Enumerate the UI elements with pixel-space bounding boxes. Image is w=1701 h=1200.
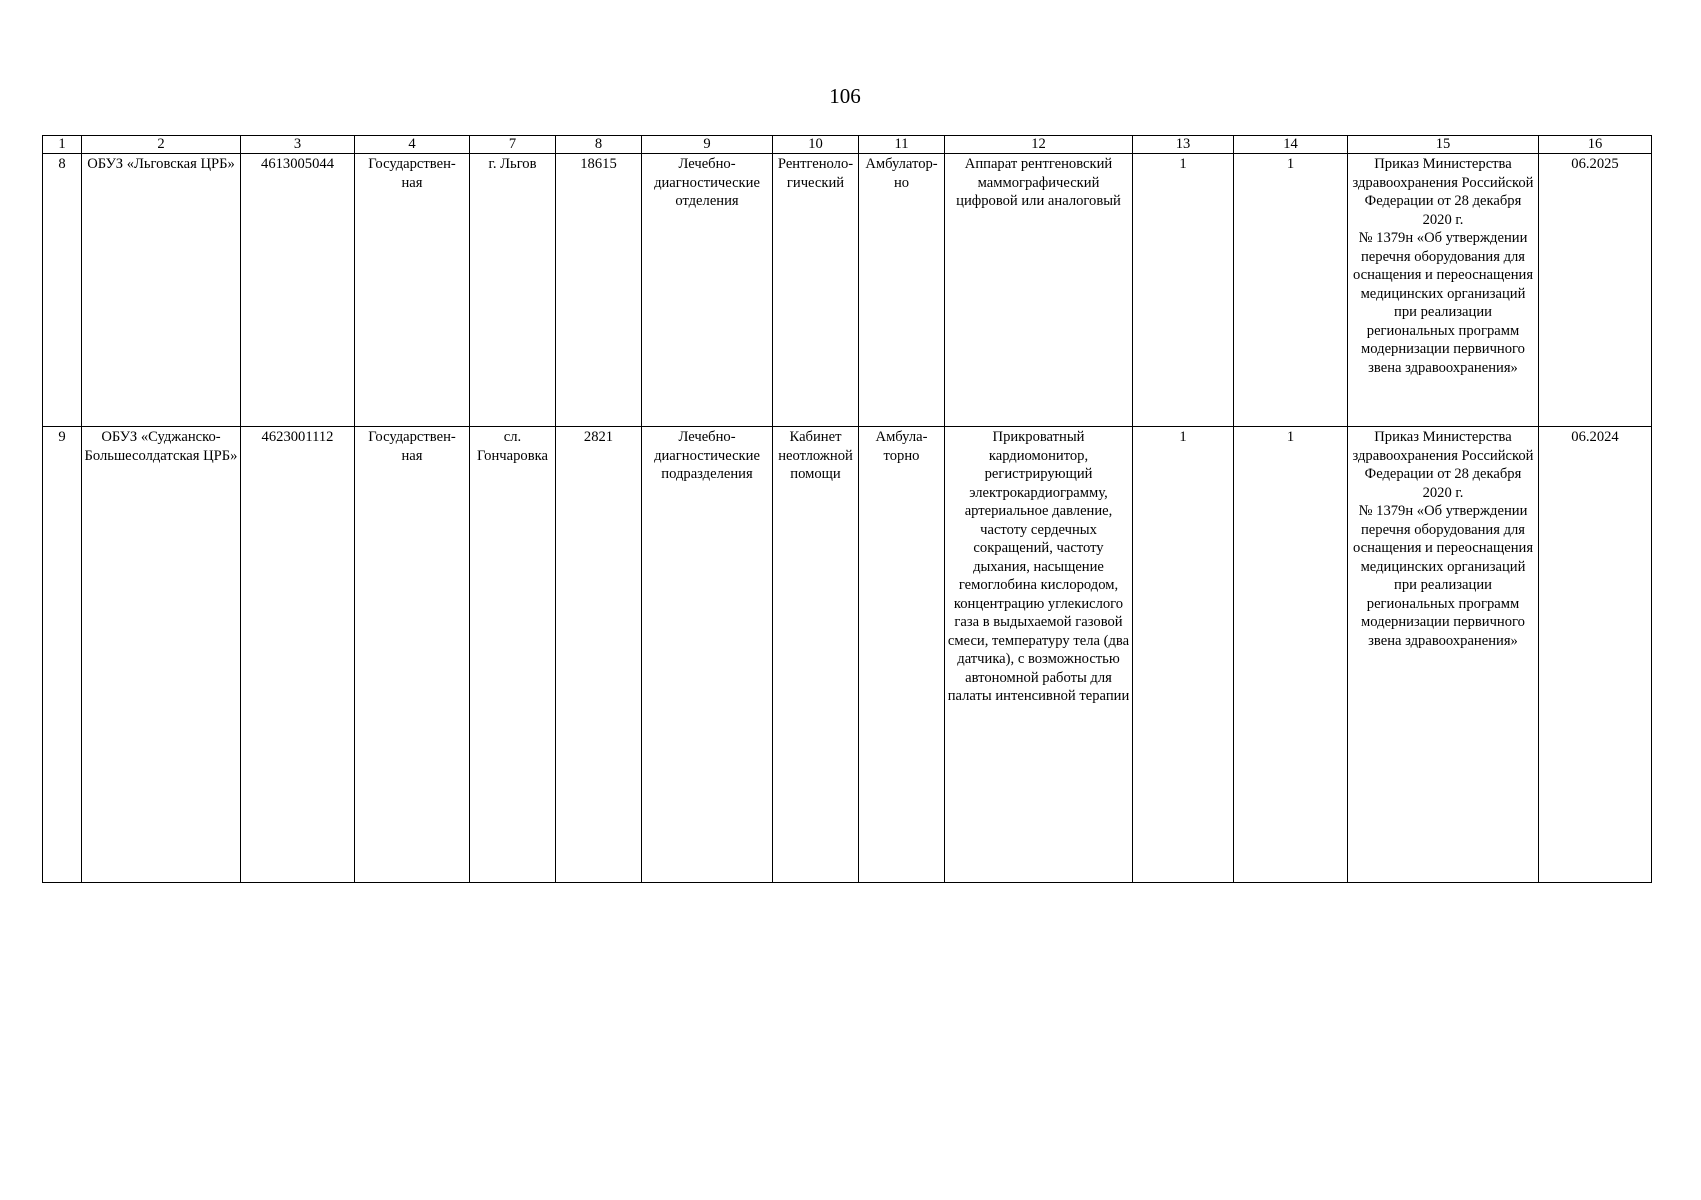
col-header-1: 1 xyxy=(43,136,82,154)
col-header-15: 15 xyxy=(1348,136,1539,154)
delivery-date: 06.2024 xyxy=(1539,427,1652,883)
locality-code: 2821 xyxy=(556,427,642,883)
col-header-13: 13 xyxy=(1133,136,1234,154)
col-header-9: 9 xyxy=(642,136,773,154)
inn-code: 4613005044 xyxy=(241,154,355,427)
organization-name: ОБУЗ «Льговская ЦРБ» xyxy=(82,154,241,427)
quantity-14: 1 xyxy=(1234,154,1348,427)
col-header-7: 7 xyxy=(470,136,556,154)
division: Лечебно- диагностические подразделения xyxy=(642,427,773,883)
col-header-16: 16 xyxy=(1539,136,1652,154)
ownership-form: Государствен- ная xyxy=(355,154,470,427)
col-header-8: 8 xyxy=(556,136,642,154)
inn-code: 4623001112 xyxy=(241,427,355,883)
col-header-2: 2 xyxy=(82,136,241,154)
col-header-12: 12 xyxy=(945,136,1133,154)
organization-name: ОБУЗ «Суджанско-Большесолдатская ЦРБ» xyxy=(82,427,241,883)
equipment: Прикроватный кардиомонитор, регистрирующий электрокардиограмму, артериальное давление, частоту сердечных сокращений, частоту дыхания, насыщение гемоглобина кислородом, концентрацию углекислого газа в выдыхаемой газовой смеси, температуру тела (два датчика), с возможностью автономной работы для палаты интенсивной терапии xyxy=(945,427,1133,883)
col-header-14: 14 xyxy=(1234,136,1348,154)
col-header-10: 10 xyxy=(773,136,859,154)
col-header-11: 11 xyxy=(859,136,945,154)
quantity-13: 1 xyxy=(1133,154,1234,427)
col-header-3: 3 xyxy=(241,136,355,154)
quantity-13: 1 xyxy=(1133,427,1234,883)
row-number: 9 xyxy=(43,427,82,883)
page-number: 106 xyxy=(829,84,861,108)
legal-basis: Приказ Министерства здравоохранения Российской Федерации от 28 декабря 2020 г. № 1379н «Об утверждении перечня оборудования для оснащения и переоснащения медицинских организаций при реализации региональных программ модернизации первичного звена здравоохранения» xyxy=(1348,154,1539,427)
unit: Кабинет неотложной помощи xyxy=(773,427,859,883)
table-row xyxy=(43,427,1652,883)
locality: г. Льгов xyxy=(470,154,556,427)
row-number: 8 xyxy=(43,154,82,427)
quantity-14: 1 xyxy=(1234,427,1348,883)
registry-table xyxy=(42,135,1652,883)
col-header-4: 4 xyxy=(355,136,470,154)
table-row xyxy=(43,154,1652,427)
legal-basis: Приказ Министерства здравоохранения Российской Федерации от 28 декабря 2020 г. № 1379н «Об утверждении перечня оборудования для оснащения и переоснащения медицинских организаций при реализации региональных программ модернизации первичного звена здравоохранения» xyxy=(1348,427,1539,883)
unit: Рентгеноло- гический xyxy=(773,154,859,427)
care-type: Амбула- торно xyxy=(859,427,945,883)
division: Лечебно- диагностические отделения xyxy=(642,154,773,427)
delivery-date: 06.2025 xyxy=(1539,154,1652,427)
care-type: Амбулатор- но xyxy=(859,154,945,427)
equipment: Аппарат рентгеновский маммографический цифровой или аналоговый xyxy=(945,154,1133,427)
locality-code: 18615 xyxy=(556,154,642,427)
column-number-row xyxy=(43,136,1652,154)
locality: сл. Гончаровка xyxy=(470,427,556,883)
ownership-form: Государствен- ная xyxy=(355,427,470,883)
